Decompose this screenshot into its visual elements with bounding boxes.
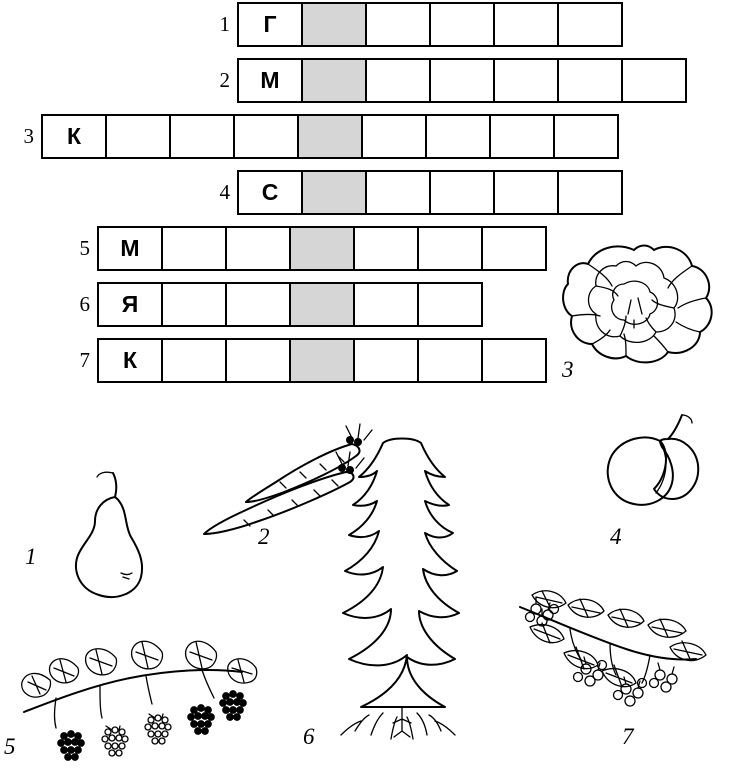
crossword-row bbox=[196, 170, 623, 215]
row-number: 7 bbox=[79, 348, 90, 372]
crossword-cell[interactable]: К bbox=[97, 338, 163, 383]
crossword-cell[interactable] bbox=[169, 114, 235, 159]
crossword-cell[interactable]: М bbox=[97, 226, 163, 271]
crossword-cell[interactable] bbox=[353, 226, 419, 271]
crossword-cell[interactable] bbox=[425, 114, 491, 159]
crossword-cell[interactable] bbox=[365, 58, 431, 103]
picture-number: 3 bbox=[562, 357, 574, 382]
crossword-cell[interactable] bbox=[289, 226, 355, 271]
crossword-row bbox=[196, 2, 623, 47]
crossword-cell[interactable] bbox=[417, 338, 483, 383]
crossword-cell[interactable] bbox=[301, 170, 367, 215]
crossword-cell[interactable] bbox=[361, 114, 427, 159]
crossword-cell[interactable] bbox=[429, 58, 495, 103]
row-number: 5 bbox=[79, 236, 90, 260]
crossword-cell[interactable] bbox=[289, 282, 355, 327]
crossword-cell[interactable] bbox=[233, 114, 299, 159]
crossword-cell[interactable] bbox=[161, 226, 227, 271]
picture-number: 1 bbox=[25, 544, 37, 569]
crossword-cell[interactable] bbox=[557, 2, 623, 47]
crossword-cell[interactable] bbox=[105, 114, 171, 159]
crossword-cell[interactable] bbox=[553, 114, 619, 159]
rowan-berries-illustration bbox=[510, 585, 710, 749]
crossword-row bbox=[0, 114, 619, 159]
crossword-cell[interactable] bbox=[161, 338, 227, 383]
crossword-cell[interactable] bbox=[493, 58, 559, 103]
crossword-cell[interactable]: Г bbox=[237, 2, 303, 47]
crossword-row bbox=[196, 58, 687, 103]
crossword-cell[interactable] bbox=[493, 2, 559, 47]
crossword-row bbox=[56, 226, 547, 271]
crossword-cell[interactable] bbox=[429, 170, 495, 215]
crossword-cell[interactable] bbox=[557, 170, 623, 215]
cabbage-illustration bbox=[556, 230, 726, 382]
picture-number: 7 bbox=[622, 724, 634, 749]
row-number: 4 bbox=[219, 180, 230, 204]
crossword-cell[interactable] bbox=[481, 338, 547, 383]
crossword-cell[interactable]: К bbox=[41, 114, 107, 159]
picture-number: 5 bbox=[4, 734, 16, 759]
crossword-cell[interactable] bbox=[161, 282, 227, 327]
crossword-cell[interactable] bbox=[297, 114, 363, 159]
crossword-cell[interactable] bbox=[225, 338, 291, 383]
picture-number: 4 bbox=[610, 524, 622, 549]
crossword-cell[interactable] bbox=[353, 338, 419, 383]
crossword-cell[interactable]: С bbox=[237, 170, 303, 215]
crossword-cell[interactable] bbox=[365, 170, 431, 215]
crossword-cell[interactable] bbox=[481, 226, 547, 271]
crossword-cell[interactable] bbox=[417, 282, 483, 327]
fir-tree-illustration bbox=[295, 435, 475, 755]
raspberry-illustration bbox=[4, 628, 260, 763]
row-number: 1 bbox=[219, 12, 230, 36]
row-number: 6 bbox=[79, 292, 90, 316]
crossword-row bbox=[56, 338, 547, 383]
crossword-cell[interactable] bbox=[353, 282, 419, 327]
crossword-cell[interactable] bbox=[429, 2, 495, 47]
crossword-row bbox=[56, 282, 483, 327]
crossword-cell[interactable] bbox=[489, 114, 555, 159]
row-number: 2 bbox=[219, 68, 230, 92]
crossword-cell[interactable] bbox=[621, 58, 687, 103]
crossword-cell[interactable] bbox=[301, 58, 367, 103]
picture-number: 6 bbox=[303, 724, 315, 749]
row-number: 3 bbox=[23, 124, 34, 148]
crossword-cell[interactable] bbox=[365, 2, 431, 47]
crossword-cell[interactable]: М bbox=[237, 58, 303, 103]
crossword-cell[interactable] bbox=[493, 170, 559, 215]
crossword-cell[interactable] bbox=[225, 282, 291, 327]
crossword-cell[interactable]: Я bbox=[97, 282, 163, 327]
crossword-cell[interactable] bbox=[557, 58, 623, 103]
crossword-cell[interactable] bbox=[301, 2, 367, 47]
crossword-cell[interactable] bbox=[417, 226, 483, 271]
crossword-cell[interactable] bbox=[225, 226, 291, 271]
crossword-cell[interactable] bbox=[289, 338, 355, 383]
pear-illustration bbox=[25, 455, 175, 605]
picture-number: 2 bbox=[258, 524, 270, 549]
plum-illustration bbox=[598, 405, 713, 549]
